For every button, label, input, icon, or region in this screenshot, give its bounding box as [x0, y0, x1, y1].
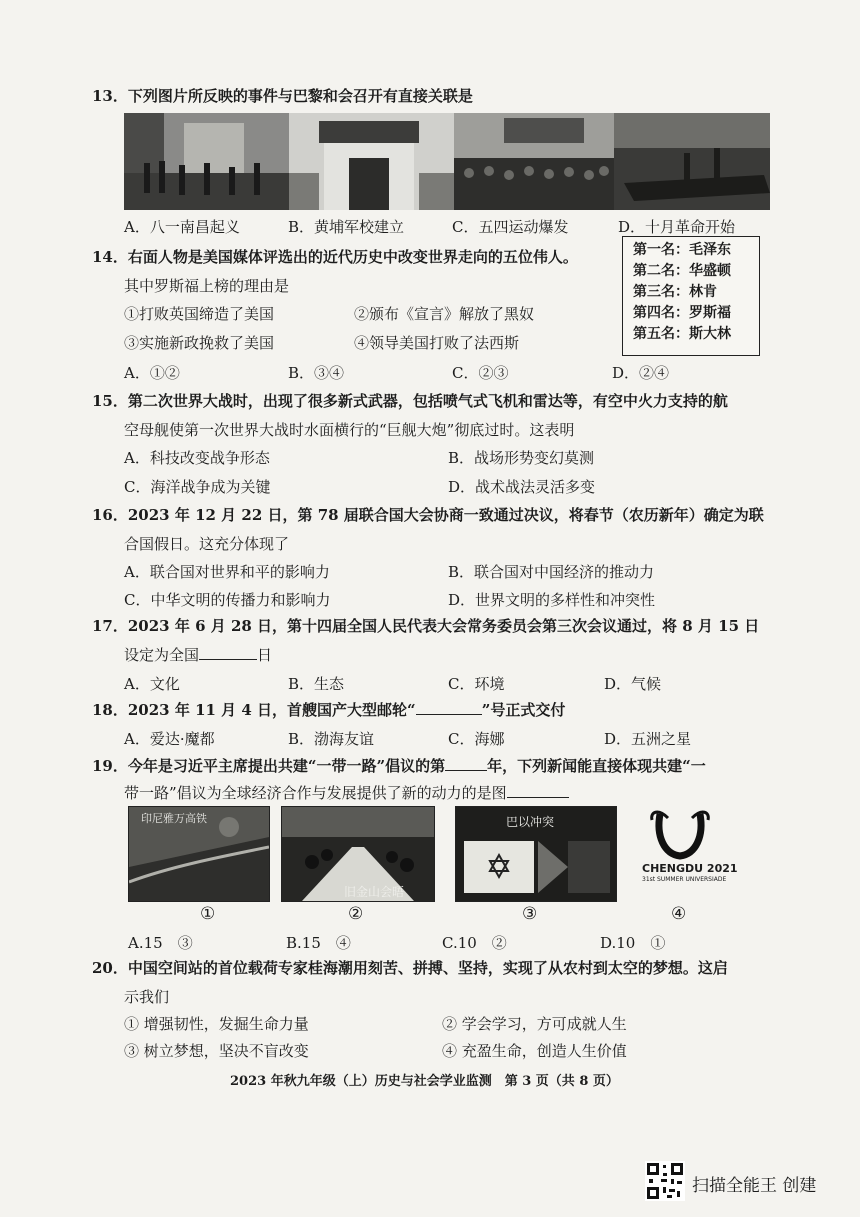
q19-image-2 [281, 806, 435, 902]
q14-item-4: ④领导美国打败了法西斯 [354, 334, 520, 352]
q18-option-c[interactable]: C．海娜 [448, 730, 505, 748]
q14-option-a[interactable]: A．①② [124, 364, 180, 382]
q19-image-blank[interactable] [507, 783, 569, 798]
q15-stem-line2: 空母舰使第一次世界大战时水面横行的“巨舰大炮”彻底过时。这表明 [124, 421, 575, 439]
q19-option-b[interactable]: B.15 ④ [286, 934, 351, 952]
q14-option-d[interactable]: D．②④ [612, 364, 670, 382]
q19-option-a[interactable]: A.15 ③ [128, 934, 193, 952]
q15-option-b[interactable]: B．战场形势变幻莫测 [448, 449, 595, 467]
q19-image-4 [630, 806, 738, 900]
q17-stem-suffix: 日 [257, 646, 273, 664]
q19-image-4-caption: CHENGDU 2021 [642, 862, 738, 875]
q20-item-4: ④ 充盈生命，创造人生价值 [442, 1042, 627, 1060]
q19-image-1 [128, 806, 270, 902]
q19-option-d[interactable]: D.10 ① [600, 934, 666, 952]
q15-option-c[interactable]: C．海洋战争成为关键 [124, 478, 271, 496]
q19-stem-prefix: 19．今年是习近平主席提出共建“一带一路”倡议的第 [92, 757, 446, 775]
q14-option-c[interactable]: C．②③ [452, 364, 509, 382]
ranking-1: 第一名：毛泽东 [633, 242, 731, 258]
q19-image-3 [455, 806, 617, 902]
q18-stem-suffix: ”号正式交付 [481, 701, 566, 719]
q15-option-a[interactable]: A．科技改变战争形态 [124, 449, 270, 467]
ranking-3: 第三名：林肯 [633, 284, 717, 300]
q19-stem-suffix: 年，下列新闻能直接体现共建“一 [487, 757, 706, 775]
q15-stem-line1: 15．第二次世界大战时，出现了很多新式武器，包括喷气式飞机和雷达等，有空中火力支持的航 [92, 392, 728, 410]
q16-option-c[interactable]: C．中华文明的传播力和影响力 [124, 591, 331, 609]
q14-ranking-box [622, 236, 760, 356]
q14-stem-line1: 14．右面人物是美国媒体评选出的近代历史中改变世界走向的五位伟人。 [92, 248, 578, 266]
q17-stem-line1: 17．2023 年 6 月 28 日，第十四届全国人民代表大会常务委员会第三次会议通过，将 8 月 15 日 [92, 617, 760, 635]
q13-photos-image [124, 113, 770, 210]
page-footer: 2023 年秋九年级（上）历史与社会学业监测 第 3 页（共 8 页） [230, 1074, 619, 1089]
q13-stem: 13．下列图片所反映的事件与巴黎和会召开有直接关联是 [92, 87, 473, 105]
q13-option-a[interactable]: A．八一南昌起义 [124, 218, 240, 236]
q19-image-2-caption: 旧金山会晤 [344, 885, 405, 899]
q19-image-1-caption: 印尼雅万高铁 [141, 812, 207, 825]
q20-item-3: ③ 树立梦想，坚决不盲改变 [124, 1042, 309, 1060]
q16-option-a[interactable]: A．联合国对世界和平的影响力 [124, 563, 330, 581]
scanner-watermark: 扫描全能王 创建 [692, 1176, 817, 1196]
q19-image-3-caption: 巴以冲突 [506, 815, 555, 829]
q19-image-label-1: ① [200, 904, 216, 924]
q19-option-c[interactable]: C.10 ② [442, 934, 507, 952]
q18-option-b[interactable]: B．渤海友谊 [288, 730, 375, 748]
q17-stem-line2 [124, 645, 272, 665]
ranking-2: 第二名：华盛顿 [633, 263, 731, 279]
q19-stem-line1 [92, 756, 706, 776]
q13-photo-strip [124, 113, 770, 210]
q18-stem [92, 700, 565, 720]
q16-option-b[interactable]: B．联合国对中国经济的推动力 [448, 563, 655, 581]
q18-stem-prefix: 18．2023 年 11 月 4 日，首艘国产大型邮轮“ [92, 701, 416, 719]
q17-option-d[interactable]: D．气候 [604, 675, 662, 693]
q17-option-b[interactable]: B．生态 [288, 675, 345, 693]
q18-option-d[interactable]: D．五洲之星 [604, 730, 692, 748]
qr-code-graphic [645, 1161, 685, 1201]
q20-item-1: ① 增强韧性，发掘生命力量 [124, 1015, 309, 1033]
q19-year-blank[interactable] [445, 756, 487, 771]
q13-option-d[interactable]: D．十月革命开始 [618, 218, 736, 236]
q13-option-c[interactable]: C．五四运动爆发 [452, 218, 569, 236]
q19-image-label-3: ③ [522, 904, 538, 924]
q16-option-d[interactable]: D．世界文明的多样性和冲突性 [448, 591, 656, 609]
q17-option-c[interactable]: C．环境 [448, 675, 505, 693]
ranking-5: 第五名：斯大林 [633, 326, 731, 342]
q16-stem-line2: 合国假日。这充分体现了 [124, 535, 290, 553]
q20-item-2: ② 学会学习，方可成就人生 [442, 1015, 627, 1033]
q17-option-a[interactable]: A．文化 [124, 675, 180, 693]
q15-option-d[interactable]: D．战术战法灵活多变 [448, 478, 596, 496]
q17-answer-blank[interactable] [199, 645, 257, 660]
q14-stem-line2: 其中罗斯福上榜的理由是 [124, 277, 290, 295]
q16-stem-line1: 16．2023 年 12 月 22 日，第 78 届联合国大会协商一致通过决议，将春节（农历新年）确定为联 [92, 506, 764, 524]
ranking-4: 第四名：罗斯福 [633, 305, 731, 321]
q14-item-2: ②颁布《宣言》解放了黑奴 [354, 305, 535, 323]
q14-item-3: ③实施新政挽救了美国 [124, 334, 275, 352]
q19-image-4-subcaption: 31st SUMMER UNIVERSIADE [642, 876, 727, 883]
q14-item-1: ①打败英国缔造了美国 [124, 305, 275, 323]
q20-stem-line1: 20．中国空间站的首位载荷专家桂海潮用刻苦、拼搏、坚持，实现了从农村到太空的梦想。这启 [92, 959, 728, 977]
universiade-logo-icon [630, 806, 730, 866]
q19-image-label-4: ④ [671, 904, 687, 924]
q19-stem-line2-text: 带一路”倡议为全球经济合作与发展提供了新的动力的是图 [124, 784, 507, 802]
qr-code-icon [645, 1161, 685, 1201]
q13-option-b[interactable]: B．黄埔军校建立 [288, 218, 405, 236]
q18-answer-blank[interactable] [416, 700, 482, 715]
q19-stem-line2 [124, 783, 569, 803]
q19-image-label-2: ② [348, 904, 364, 924]
q18-option-a[interactable]: A．爱达·魔都 [124, 730, 215, 748]
q14-option-b[interactable]: B．③④ [288, 364, 345, 382]
q17-stem-prefix: 设定为全国 [124, 646, 200, 664]
q20-stem-line2: 示我们 [124, 988, 170, 1006]
